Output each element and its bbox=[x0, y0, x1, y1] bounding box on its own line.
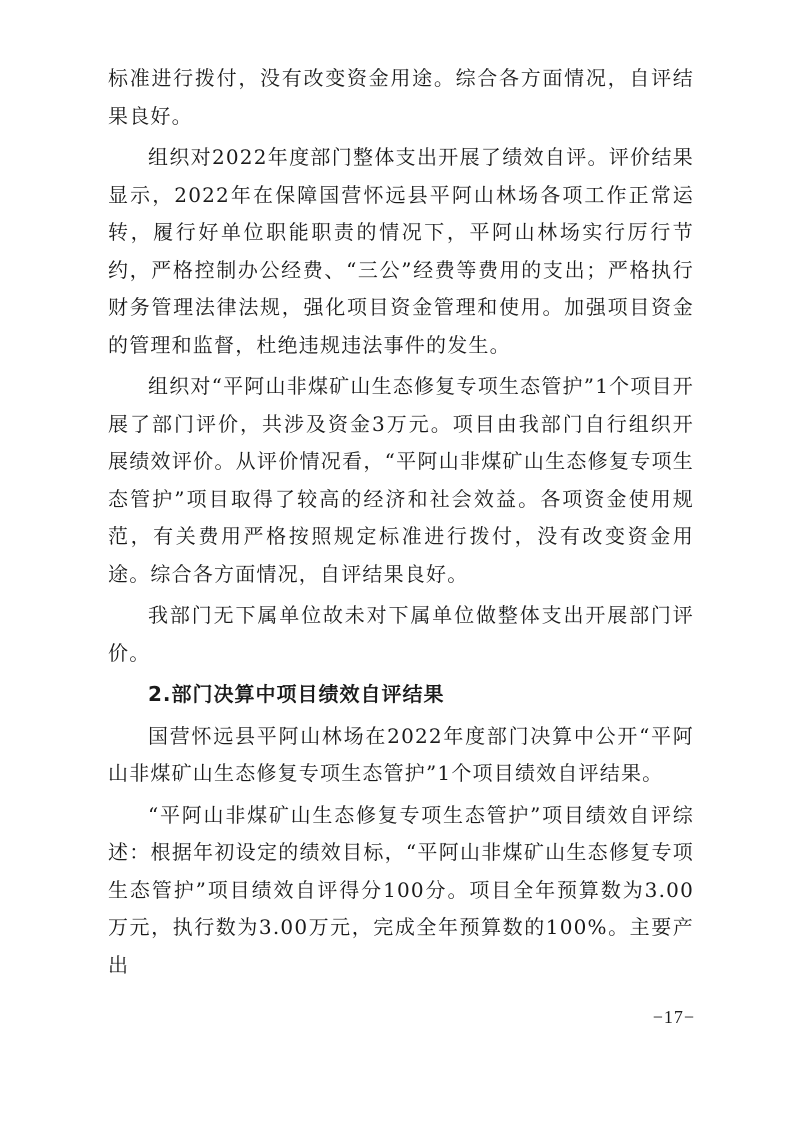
paragraph-self-evaluation-summary: “平阿山非煤矿山生态修复专项生态管护”项目绩效自评综述：根据年初设定的绩效目标，“平阿山非煤矿山生态修复专项生态管护”项目绩效自评得分100分。项目全年预算数为3.00万元，执行数为3.00万元，完成全年预算数的100%。主要产出 bbox=[108, 802, 694, 977]
page-number: −17− bbox=[652, 1007, 695, 1027]
paragraph-disclosure: 国营怀远县平阿山林场在2022年度部门决算中公开“平阿山非煤矿山生态修复专项生态管护”1个项目绩效自评结果。 bbox=[108, 723, 694, 785]
document-body bbox=[108, 60, 694, 988]
paragraph-project-evaluation: 组织对“平阿山非煤矿山生态修复专项生态管护”1个项目开展了部门评价，共涉及资金3万元。项目由我部门自行组织开展绩效评价。从评价情况看，“平阿山非煤矿山生态修复专项生态管护”项目取得了较高的经济和社会效益。各项资金使用规范，有关费用严格按照规定标准进行拨付，没有改变资金用途。综合各方面情况，自评结果良好。 bbox=[108, 374, 694, 586]
section-heading: 2.部门决算中项目绩效自评结果 bbox=[148, 682, 445, 706]
paragraph-continuation: 标准进行拨付，没有改变资金用途。综合各方面情况，自评结果良好。 bbox=[108, 66, 694, 128]
paragraph-subordinate-units: 我部门无下属单位故未对下属单位做整体支出开展部门评价。 bbox=[108, 603, 694, 665]
paragraph-overall-evaluation: 组织对2022年度部门整体支出开展了绩效自评。评价结果显示，2022年在保障国营怀远县平阿山林场各项工作正常运转，履行好单位职能职责的情况下，平阿山林场实行厉行节约，严格控制办公经费、“三公”经费等费用的支出；严格执行财务管理法律法规，强化项目资金管理和使用。加强项目资金的管理和监督，杜绝违规违法事件的发生。 bbox=[108, 145, 694, 357]
